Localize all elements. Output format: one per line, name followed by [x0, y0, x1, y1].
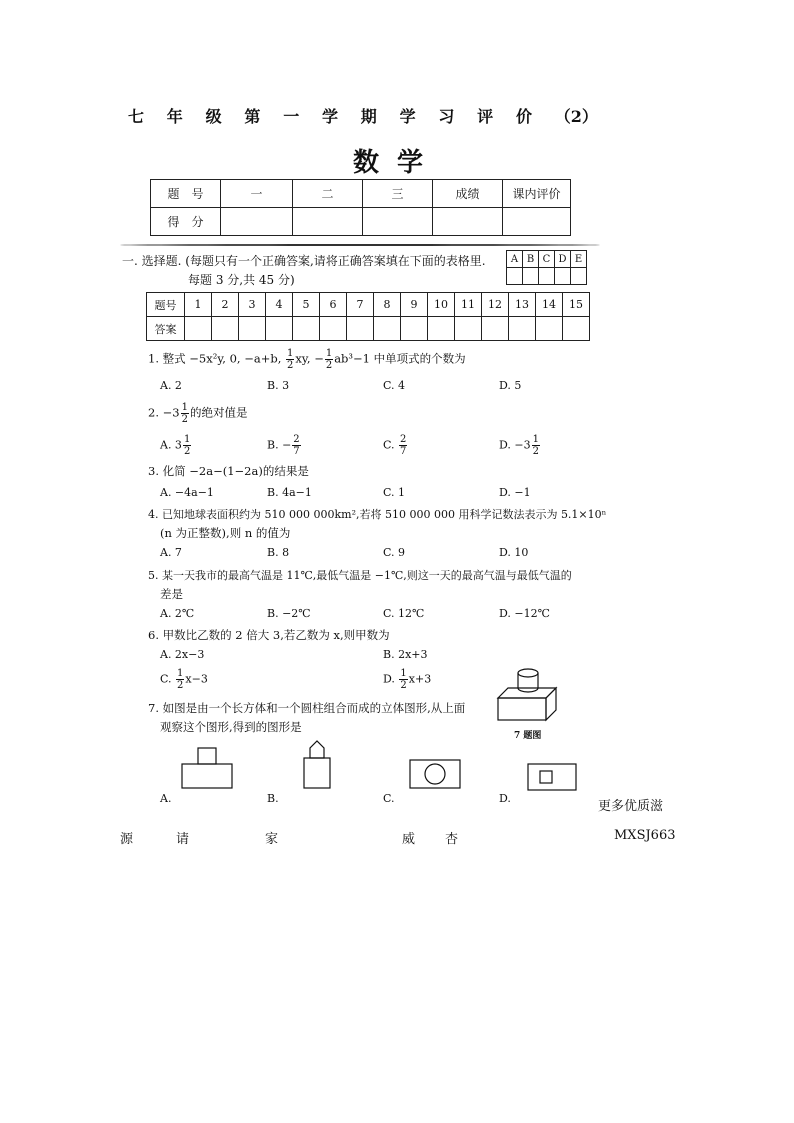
- q6-option-a[interactable]: A. 2x−3: [160, 648, 205, 661]
- denominator: 2: [183, 446, 191, 457]
- question-5-line-2: 差是: [160, 587, 183, 601]
- q2-option-d[interactable]: [499, 434, 541, 457]
- header-char: 第: [244, 107, 261, 126]
- answer-cell[interactable]: [347, 317, 374, 341]
- question-number: 4: [266, 293, 293, 317]
- header-char: 七: [128, 107, 145, 126]
- fraction: [325, 348, 333, 371]
- section-subtitle: 每题 3 分,共 45 分): [188, 273, 295, 287]
- numerator: 1: [181, 402, 188, 413]
- header-char: 习: [438, 107, 455, 126]
- footer-note: 更多优质滋: [598, 799, 664, 814]
- fraction: [181, 402, 189, 425]
- q5-option-c[interactable]: C. 12℃: [383, 607, 425, 620]
- question-1: [148, 348, 466, 371]
- fraction: [183, 434, 191, 457]
- option-cell[interactable]: [523, 268, 539, 285]
- numerator: 1: [287, 348, 294, 359]
- q2-option-b[interactable]: [267, 434, 302, 457]
- fraction: [399, 434, 407, 457]
- question-number: 12: [482, 293, 509, 317]
- q2-option-c[interactable]: [383, 434, 408, 457]
- answer-table-label: 答案: [147, 317, 185, 341]
- answer-cell[interactable]: [509, 317, 536, 341]
- answer-cell[interactable]: [455, 317, 482, 341]
- header-char: 一: [283, 107, 300, 126]
- numerator: 1: [400, 668, 407, 679]
- option-cell[interactable]: [539, 268, 555, 285]
- question-number: 2: [212, 293, 239, 317]
- score-input-cell[interactable]: [363, 208, 433, 236]
- numerator: 1: [325, 348, 333, 359]
- question-7-line-2: 观察这个图形,得到的图形是: [160, 720, 302, 734]
- answer-cell[interactable]: [536, 317, 563, 341]
- option-label: C.: [160, 672, 176, 686]
- option-letter: C: [539, 251, 555, 268]
- header-char: 期: [360, 107, 377, 126]
- section-divider: [120, 244, 600, 246]
- footer-char: 家: [265, 832, 279, 847]
- fraction: [292, 434, 300, 457]
- option-a-shape: [180, 746, 236, 792]
- score-header-cell: 课内评价: [503, 180, 571, 208]
- question-7-line-1: 7. 如图是由一个长方体和一个圆柱组合而成的立体图形,从上面: [148, 701, 466, 715]
- option-letter: D: [555, 251, 571, 268]
- denominator: 7: [400, 446, 407, 457]
- q1-option-a[interactable]: A. 2: [160, 379, 182, 392]
- score-label-cell: 得 分: [151, 208, 221, 236]
- denominator: 2: [287, 360, 294, 371]
- option-d-shape: [526, 762, 578, 792]
- denominator: 2: [532, 446, 540, 457]
- q4-option-d[interactable]: D. 10: [499, 546, 529, 559]
- option-letter-table: [506, 250, 587, 285]
- denominator: 2: [177, 680, 184, 691]
- q4-option-c[interactable]: C. 9: [383, 546, 406, 559]
- option-label: C.: [383, 438, 399, 452]
- q1-option-c[interactable]: C. 4: [383, 379, 406, 392]
- score-header-cell: 二: [293, 180, 363, 208]
- answer-table: [146, 292, 590, 341]
- q1-option-b[interactable]: B. 3: [267, 379, 290, 392]
- answer-table-label: 题号: [147, 293, 185, 317]
- header-char: 年: [166, 107, 183, 126]
- numerator: 2: [400, 434, 407, 445]
- header-char: 级: [205, 107, 222, 126]
- score-input-cell[interactable]: [503, 208, 571, 236]
- q3-option-a[interactable]: A. −4a−1: [160, 486, 214, 499]
- q5-option-d[interactable]: D. −12℃: [499, 607, 550, 620]
- footer-code: MXSJ663: [614, 828, 676, 843]
- q2-option-a[interactable]: [160, 434, 192, 457]
- numerator: 1: [177, 668, 184, 679]
- denominator: 2: [325, 360, 333, 371]
- option-letter: B: [523, 251, 539, 268]
- answer-cell[interactable]: [563, 317, 590, 341]
- question-number: 6: [320, 293, 347, 317]
- question-2: [148, 402, 247, 425]
- question-number: 15: [563, 293, 590, 317]
- q7-option-c[interactable]: C.: [383, 792, 395, 805]
- question-4-line-1: 4. 已知地球表面积约为 510 000 000km²,若将 510 000 000 用科学记数法表示为 5.1×10ⁿ: [148, 508, 607, 521]
- answer-cell[interactable]: [428, 317, 455, 341]
- subject-title: 数学: [352, 148, 441, 178]
- option-label: D.: [383, 672, 399, 686]
- question-number: 11: [455, 293, 482, 317]
- answer-cell[interactable]: [212, 317, 239, 341]
- header-char: （2）: [554, 107, 598, 126]
- option-label: A. 3: [160, 438, 182, 452]
- score-header-cell: 题 号: [151, 180, 221, 208]
- option-letter: A: [507, 251, 523, 268]
- question-3: 3. 化简 −2a−(1−2a)的结果是: [148, 464, 309, 478]
- option-cell[interactable]: [507, 268, 523, 285]
- option-label: D. −3: [499, 438, 531, 452]
- score-header-cell: 一: [221, 180, 293, 208]
- header-char: 学: [399, 107, 416, 126]
- answer-cell[interactable]: [293, 317, 320, 341]
- numerator: 1: [532, 434, 540, 445]
- q5-option-a[interactable]: A. 2℃: [160, 607, 195, 620]
- q6-option-c[interactable]: [160, 668, 208, 691]
- denominator: 2: [400, 680, 407, 691]
- option-label: B. −: [267, 438, 292, 452]
- q1-text: xy, −: [295, 351, 324, 366]
- score-input-cell[interactable]: [293, 208, 363, 236]
- fraction: [286, 348, 294, 371]
- q1-text: ab³−1 中单项式的个数为: [334, 351, 466, 366]
- option-label: x+3: [408, 672, 432, 686]
- section-title: [122, 252, 492, 290]
- q1-option-d[interactable]: D. 5: [499, 379, 522, 392]
- answer-cell[interactable]: [320, 317, 347, 341]
- question-number: 14: [536, 293, 563, 317]
- q6-option-b[interactable]: B. 2x+3: [383, 648, 428, 661]
- q3-option-d[interactable]: D. −1: [499, 486, 531, 499]
- q3-option-c[interactable]: C. 1: [383, 486, 406, 499]
- fraction: [176, 668, 184, 691]
- answer-cell[interactable]: [185, 317, 212, 341]
- question-4-line-2: (n 为正整数),则 n 的值为: [160, 526, 291, 540]
- question-number: 9: [401, 293, 428, 317]
- exam-header: [128, 104, 598, 127]
- q7-option-a[interactable]: A.: [160, 792, 172, 805]
- denominator: 7: [293, 446, 300, 457]
- q5-option-b[interactable]: B. −2℃: [267, 607, 311, 620]
- score-header-cell: 三: [363, 180, 433, 208]
- question-number: 5: [293, 293, 320, 317]
- q7-option-d[interactable]: D.: [499, 792, 511, 805]
- q1-text: 1. 整式 −5x²y, 0, −a+b,: [148, 351, 286, 366]
- question-number: 1: [185, 293, 212, 317]
- fraction: [399, 668, 407, 691]
- question-5-line-1: 5. 某一天我市的最高气温是 11℃,最低气温是 −1℃,则这一天的最高气温与最低气温的: [148, 569, 572, 582]
- header-char: 价: [515, 107, 532, 126]
- option-letter: E: [571, 251, 587, 268]
- footer-char: 源: [120, 832, 134, 847]
- question-number: 13: [509, 293, 536, 317]
- fraction: [532, 434, 540, 457]
- option-c-shape: [408, 758, 462, 790]
- q2-text: 的绝对值是: [189, 405, 248, 420]
- numerator: 2: [293, 434, 300, 445]
- score-header-cell: 成绩: [433, 180, 503, 208]
- section-title-line: 一. 选择题. (每题只有一个正确答案,请将正确答案填在下面的表格里.: [122, 254, 486, 268]
- answer-cell[interactable]: [374, 317, 401, 341]
- question-6: 6. 甲数比乙数的 2 倍大 3,若乙数为 x,则甲数为: [148, 628, 390, 642]
- numerator: 1: [183, 434, 191, 445]
- q7-option-b[interactable]: B.: [267, 792, 279, 805]
- q3-option-b[interactable]: B. 4a−1: [267, 486, 312, 499]
- answer-cell[interactable]: [266, 317, 293, 341]
- score-table: [150, 179, 571, 236]
- score-input-cell[interactable]: [433, 208, 503, 236]
- answer-cell[interactable]: [239, 317, 266, 341]
- q2-text: 2. −3: [148, 405, 180, 420]
- header-char: 学: [321, 107, 338, 126]
- question-number: 10: [428, 293, 455, 317]
- question-number: 3: [239, 293, 266, 317]
- footer-char: 杏: [445, 832, 459, 847]
- q4-option-a[interactable]: A. 7: [160, 546, 182, 559]
- q6-option-d[interactable]: [383, 668, 431, 691]
- answer-cell[interactable]: [401, 317, 428, 341]
- footer-char: 请: [176, 832, 190, 847]
- question-number: 8: [374, 293, 401, 317]
- denominator: 2: [181, 414, 188, 425]
- option-label: x−3: [185, 672, 208, 686]
- header-char: 评: [477, 107, 494, 126]
- option-cell[interactable]: [555, 268, 571, 285]
- figure-caption: 7 题图: [514, 731, 542, 741]
- option-b-shape: [300, 738, 334, 792]
- question-number: 7: [347, 293, 374, 317]
- footer-char: 威: [402, 832, 416, 847]
- solid-figure-diagram: [496, 664, 560, 724]
- option-cell[interactable]: [571, 268, 587, 285]
- answer-cell[interactable]: [482, 317, 509, 341]
- q4-option-b[interactable]: B. 8: [267, 546, 290, 559]
- score-input-cell[interactable]: [221, 208, 293, 236]
